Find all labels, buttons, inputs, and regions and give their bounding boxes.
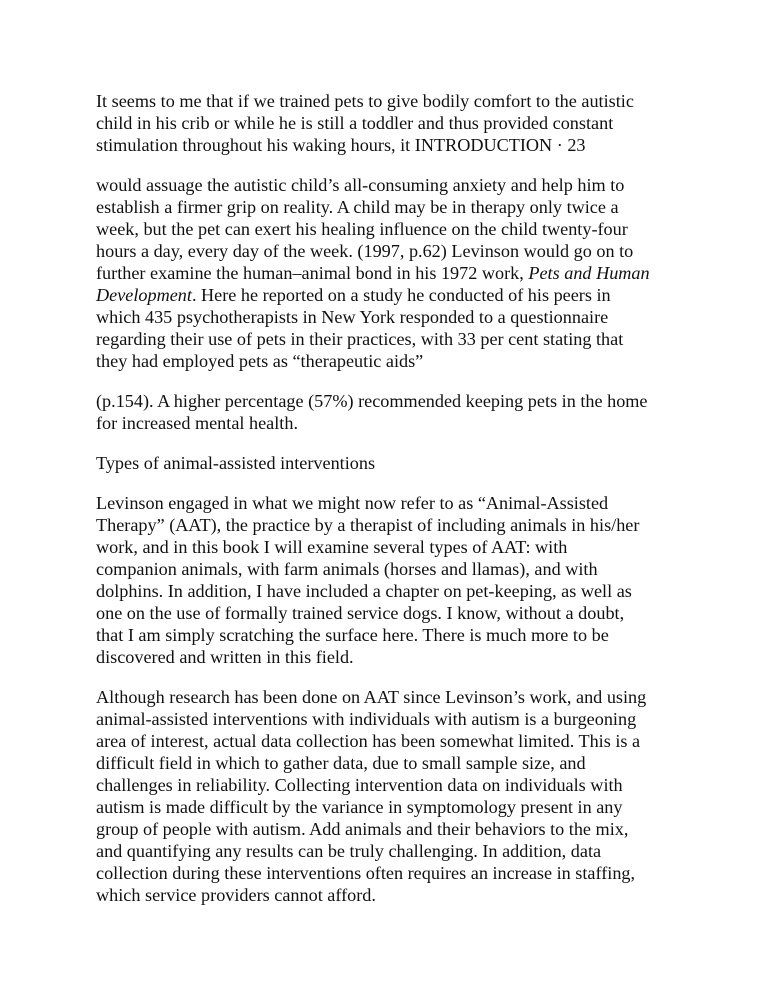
text-line: they had employed pets as “therapeutic aids” <box>96 351 424 371</box>
text-line: area of interest, actual data collection has been somewhat limited. This is a <box>96 731 641 751</box>
text-line: which service providers cannot afford. <box>96 885 376 905</box>
paragraph-quote-part-1 <box>96 90 686 156</box>
text-line: discovered and written in this field. <box>96 647 354 667</box>
text-line: Therapy” (AAT), the practice by a therapist of including animals in his/her <box>96 515 640 535</box>
text-line: that I am simply scratching the surface here. There is much more to be <box>96 625 609 645</box>
text-line: would assuage the autistic child’s all-consuming anxiety and help him to <box>96 175 625 195</box>
paragraph-citation-continuation <box>96 390 686 434</box>
text-line: animal-assisted interventions with individuals with autism is a burgeoning <box>96 709 637 729</box>
book-title-italic: Development <box>96 285 192 305</box>
text-line: collection during these interventions often requires an increase in staffing, <box>96 863 636 883</box>
text-line: which 435 psychotherapists in New York responded to a questionnaire <box>96 307 609 327</box>
text-line: one on the use of formally trained service dogs. I know, without a doubt, <box>96 603 625 623</box>
text-line: companion animals, with farm animals (horses and llamas), and with <box>96 559 598 579</box>
section-heading: Types of animal-assisted interventions <box>96 453 376 473</box>
text-line <box>96 284 686 306</box>
text-line: challenges in reliability. Collecting intervention data on individuals with <box>96 775 623 795</box>
paragraph-quote-part-2 <box>96 174 686 372</box>
text-line: work, and in this book I will examine several types of AAT: with <box>96 537 568 557</box>
text-line: establish a firmer grip on reality. A child may be in therapy only twice a <box>96 197 619 217</box>
text-line: for increased mental health. <box>96 413 298 433</box>
text-run: further examine the human–animal bond in his 1972 work, <box>96 263 529 283</box>
paragraph-research-limits <box>96 686 686 906</box>
text-line: Although research has been done on AAT since Levinson’s work, and using <box>96 687 647 707</box>
text-line: child in his crib or while he is still a toddler and thus provided constant <box>96 113 614 133</box>
text-line: and quantifying any results can be truly challenging. In addition, data <box>96 841 602 861</box>
text-line: hours a day, every day of the week. (1997, p.62) Levinson would go on to <box>96 241 634 261</box>
text-line: stimulation throughout his waking hours, it INTRODUCTION · 23 <box>96 135 586 155</box>
text-line: dolphins. In addition, I have included a chapter on pet-keeping, as well as <box>96 581 632 601</box>
text-line: autism is made difficult by the variance in symptomology present in any <box>96 797 623 817</box>
text-line: It seems to me that if we trained pets to give bodily comfort to the autistic <box>96 91 634 111</box>
paragraph-aat-types <box>96 492 686 668</box>
text-line: (p.154). A higher percentage (57%) recommended keeping pets in the home <box>96 391 648 411</box>
text-line <box>96 262 686 284</box>
text-run: . Here he reported on a study he conducted of his peers in <box>191 285 611 305</box>
text-line: group of people with autism. Add animals and their behaviors to the mix, <box>96 819 629 839</box>
text-line: week, but the pet can exert his healing influence on the child twenty-four <box>96 219 628 239</box>
book-title-italic: Pets and Human <box>528 263 650 283</box>
text-line: difficult field in which to gather data, due to small sample size, and <box>96 753 586 773</box>
text-line: Levinson engaged in what we might now refer to as “Animal-Assisted <box>96 493 609 513</box>
text-line: regarding their use of pets in their practices, with 33 per cent stating that <box>96 329 624 349</box>
document-page <box>96 90 686 924</box>
